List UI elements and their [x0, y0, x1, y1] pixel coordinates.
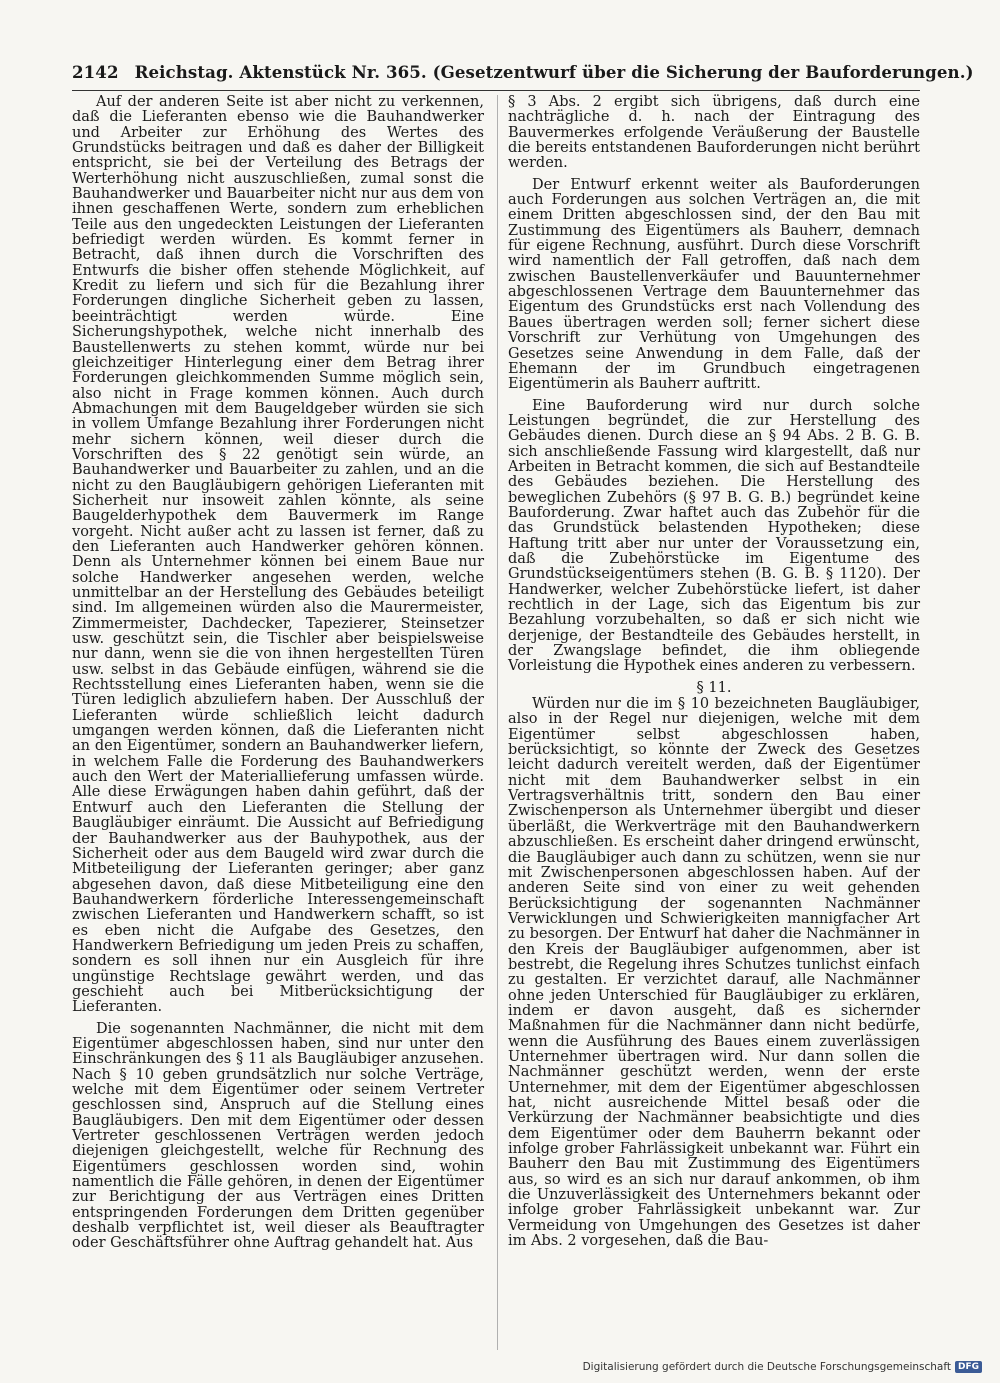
page-title: Reichstag. Aktenstück Nr. 365. (Gesetzentwurf über die Sicherung der Bauforderungen.) — [134, 62, 974, 82]
section-heading: § 11. — [696, 679, 732, 696]
right-column — [508, 95, 920, 1249]
page-header — [72, 62, 974, 88]
page-number: 2142 — [72, 62, 119, 82]
dfg-logo: DFG — [955, 1361, 982, 1373]
continued-paragraph: § 3 Abs. 2 ergibt sich übrigens, daß durch eine nachträgliche d. h. nach der Eintragung des Bauvermerkes erfolgende Veräußerung der Baustelle die bereits entstandenen Bauforderungen nicht berührt werden. — [508, 94, 920, 172]
column-divider — [497, 95, 498, 1350]
left-column — [72, 95, 484, 1252]
paragraph: Auf der anderen Seite ist aber nicht zu verkennen, daß die Lieferanten ebenso wie die Bauhandwerker und Arbeiter zur Erhöhung des Wertes des Grundstücks beitragen und daß es daher der Billigkeit entspricht, sie bei der Verteilung des Betrags der Werterhöhung nicht auszuschließen, zumal sonst die Bauhandwerker und Bauarbeiter nicht nur aus dem von ihnen geschaffenen Werte, sondern zum erheblichen Teile aus den ungedeckten Leistungen der Lieferanten befriedigt werden würden. Es kommt ferner in Betracht, daß ihnen durch die Vorschriften des Entwurfs die bisher offen stehende Möglichkeit, auf Kredit zu liefern und sich für die Bezahlung ihrer Forderungen dingliche Sicherheit geben zu lassen, beeinträchtigt werden würde. Eine Sicherungshypothek, welche nicht innerhalb des Baustellenwerts zu stehen kommt, würde nur bei gleichzeitiger Hinterlegung einer dem Betrag ihrer Forderungen gleichkommenden Summe möglich sein, also nicht in Frage kommen können. Auch durch Abmachungen mit dem Baugeldgeber würden sie sich in vollem Umfange Bezahlung ihrer Forderungen nicht mehr sichern können, weil dieser durch die Vorschriften des § 22 genötigt sein würde, an Bauhandwerker und Bauarbeiter zu zahlen, und an die nicht zu den Baugläubigern gehörigen Lieferanten mit Sicherheit nur insoweit zahlen könnte, als seine Baugelderhypothek dem Bauvermerk im Range vorgeht. Nicht außer acht zu lassen ist ferner, daß zu den Lieferanten auch Handwerker gehören können. Denn als Unternehmer können bei einem Baue nur solche Handwerker angesehen werden, welche unmittelbar an der Herstellung des Gebäudes beteiligt sind. Im allgemeinen würden also die Maurermeister, Zimmermeister, Dachdecker, Tapezierer, Steinsetzer usw. geschützt sein, die Tischler aber beispielsweise nur dann, wenn sie die von ihnen hergestellten Türen usw. selbst in das Gebäude einfügen, während sie die Rechtsstellung eines Lieferanten haben, wenn sie die Türen lediglich abzuliefern haben. Der Ausschluß der Lieferanten würde schließlich leicht dadurch umgangen werden können, daß die Lieferanten nicht an den Eigentümer, sondern an Bauhandwerker liefern, in welchem Falle die Forderung des Bauhandwerkers auch den Wert der Materiallieferung umfassen würde. Alle diese Erwägungen haben dahin geführt, daß der Entwurf auch den Lieferanten die Stellung der Baugläubiger einräumt. Die Aussicht auf Befriedigung der Bauhandwerker aus der Bauhypothek, aus der Sicherheit oder aus dem Baugeld wird zwar durch die Mitbeteiligung der Lieferanten geringer; aber ganz abgesehen davon, daß diese Mitbeteiligung eine den Bauhandwerkern förderliche Interessengemeinschaft zwischen Lieferanten und Handwerkern schafft, so ist es eben nicht die Aufgabe des Gesetzes, den Handwerkern Befriedigung um jeden Preis zu schaffen, sondern es soll ihnen nur ein Ausgleich für ihre ungünstige Rechtslage gewährt werden, und das geschieht auch bei Mitberücksichtigung der Lieferanten. — [72, 94, 484, 1016]
section-paragraph: Würden nur die im § 10 bezeichneten Baugläubiger, also in der Regel nur diejenigen, welche mit dem Eigentümer selbst abgeschlossen haben, berücksichtigt, so könnte der Zweck des Gesetzes leicht dadurch vereitelt werden, daß der Eigentümer nicht mit dem Bauhandwerker selbst in ein Vertragsverhältnis tritt, sondern den Bau einer Zwischenperson als Unternehmer übergibt und dieser überläßt, die Werkverträge mit den Bauhandwerkern abzuschließen. Es erscheint daher dringend erwünscht, die Baugläubiger auch dann zu schützen, wenn sie nur mit Zwischenpersonen abgeschlossen haben. Auf der anderen Seite sind von einer zu weit gehenden Berücksichtigung der sogenannten Nachmänner Verwicklungen und Schwierigkeiten mannigfacher Art zu besorgen. Der Entwurf hat daher die Nachmänner in den Kreis der Baugläubiger aufgenommen, aber ist bestrebt, die Regelung ihres Schutzes tunlichst einfach zu gestalten. Er verzichtet darauf, alle Nachmänner ohne jeden Unterschied für Baugläubiger zu erklären, indem er davon ausgeht, daß es sichernder Maßnahmen für die Nachmänner dann nicht bedürfe, wenn die Ausführung des Baues einem zuverlässigen Unternehmer übertragen wird. Nur dann sollen die Nachmänner geschützt werden, wenn der erste Unternehmer, mit dem der Eigentümer abgeschlossen hat, nicht ausreichende Mittel besaß oder die Verkürzung der Nachmänner beabsichtigte und dies dem Eigentümer oder dem Bauherrn bekannt oder infolge grober Fahrlässigkeit unbekannt war. Führt ein Bauherr den Bau mit Zustimmung des Eigentümers aus, so wird es an sich nur darauf ankommen, ob ihm die Unzuverlässigkeit des Unternehmers bekannt oder infolge grober Fahrlässigkeit unbekannt war. Zur Vermeidung von Umgehungen des Gesetzes ist daher im Abs. 2 vorgesehen, daß die Bau- — [508, 696, 921, 1250]
credit-text: Digitalisierung gefördert durch die Deutsche Forschungsgemeinschaft — [582, 1361, 951, 1373]
paragraph: Die sogenannten Nachmänner, die nicht mit dem Eigentümer abgeschlossen haben, sind nur unter den Einschränkungen des § 11 als Baugläubiger anzusehen. Nach § 10 geben grundsätzlich nur solche Verträge, welche mit dem Eigentümer oder seinem Vertreter geschlossen sind, Anspruch auf die Stellung eines Baugläubigers. Den mit dem Eigentümer oder dessen Vertreter geschlossenen Verträgen werden jedoch diejenigen gleichgestellt, welche für Rechnung des Eigentümers geschlossen worden sind, wohin namentlich die Fälle gehören, in denen der Eigentümer zur Berichtigung der aus Verträgen eines Dritten entspringenden Forderungen dem Dritten gegenüber deshalb verpflichtet ist, weil dieser als Beauftragter oder Geschäftsführer ohne Auftrag gehandelt hat. Aus — [72, 1020, 484, 1252]
header-rule — [72, 90, 920, 91]
digitization-credit — [583, 1361, 982, 1373]
paragraph: Der Entwurf erkennt weiter als Bauforderungen auch Forderungen aus solchen Verträgen an, die mit einem Dritten abgeschlossen sind, der den Bau mit Zustimmung des Eigentümers als Bauherr, demnach für eigene Rechnung, ausführt. Durch diese Vorschrift wird namentlich der Fall getroffen, daß nach dem zwischen Baustellenverkäufer und Bauunternehmer abgeschlossenen Vertrage dem Bauunternehmer das Eigentum des Grundstücks erst nach Vollendung des Baues übertragen werden soll; ferner sichert diese Vorschrift zur Verhütung von Umgehungen des Gesetzes seine Anwendung in dem Falle, daß der Ehemann der im Grundbuch eingetragenen Eigentümerin als Bauherr auftritt. — [508, 176, 920, 393]
paragraph: Eine Bauforderung wird nur durch solche Leistungen begründet, die zur Herstellung des Gebäudes dienen. Durch diese an § 94 Abs. 2 B. G. B. sich anschließende Fassung wird klargestellt, daß nur Arbeiten in Betracht kommen, die sich auf Bestandteile des Gebäudes beziehen. Die Herstellung des beweglichen Zubehörs (§ 97 B. G. B.) begründet keine Bauforderung. Zwar haftet auch das Zubehör für die das Grundstück belastenden Hypotheken; diese Haftung tritt aber nur unter der Voraussetzung ein, daß die Zubehörstücke im Eigentume des Grundstückseigentümers stehen (B. G. B. § 1120). Der Handwerker, welcher Zubehörstücke liefert, ist daher rechtlich in der Lage, sich das Eigentum bis zur Bezahlung vorzubehalten, so daß er sich nicht wie derjenige, der Bestandteile des Gebäudes herstellt, in der Zwangslage befindet, die ihm obliegende Vorleistung die Hypothek eines anderen zu verbessern. — [508, 397, 920, 675]
